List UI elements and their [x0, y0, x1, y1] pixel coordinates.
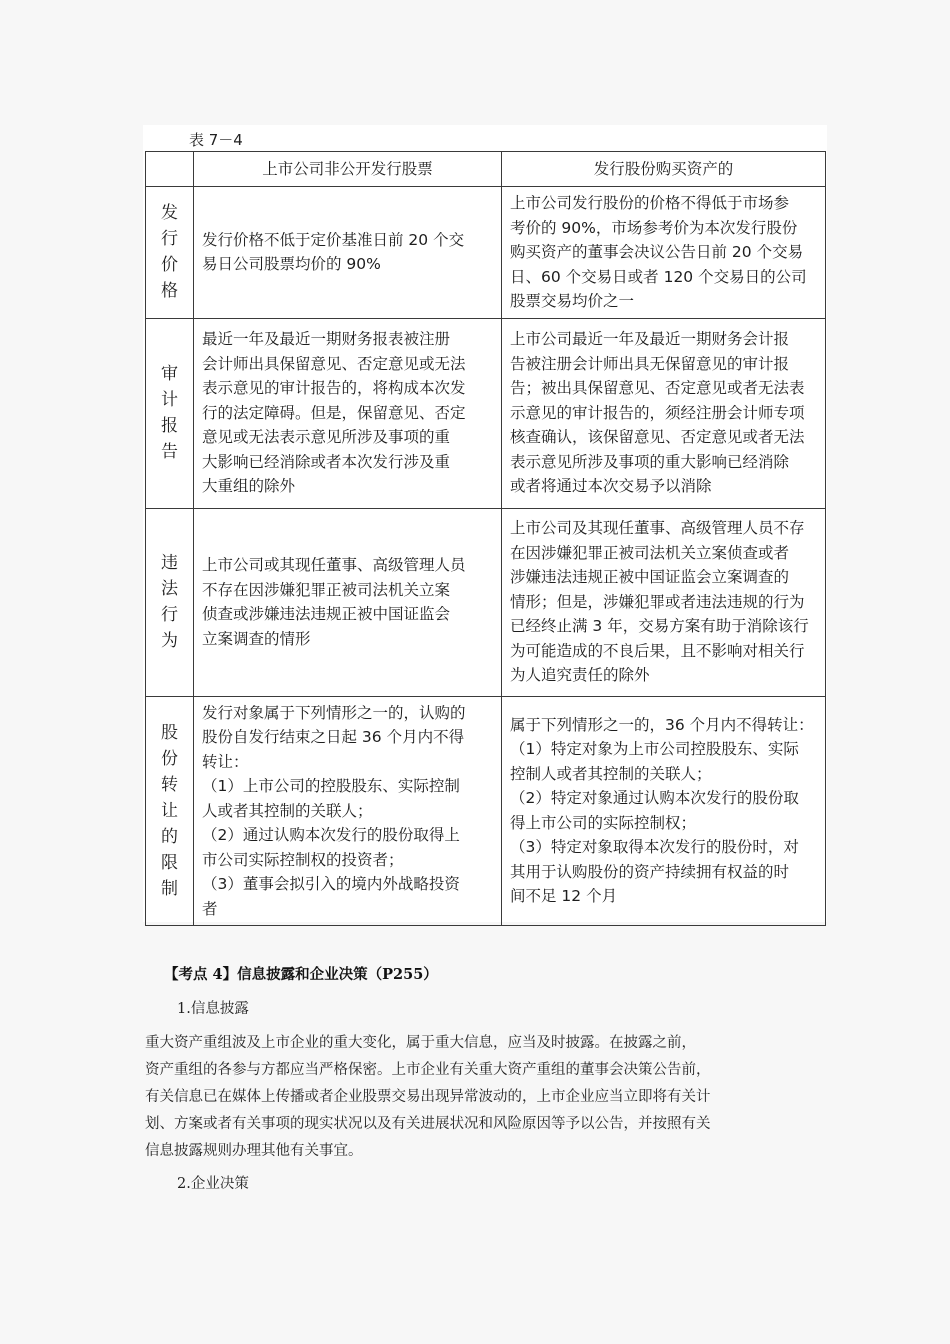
subheading-disclosure: 1.信息披露	[177, 1001, 249, 1017]
text-line: （2）通过认购本次发行的股份取得上	[202, 826, 460, 844]
text-line: 最近一年及最近一期财务报表被注册	[202, 330, 451, 349]
text-line: 发行价格不低于定价基准日前 20 个交	[202, 230, 465, 249]
text-line: 为人追究责任的除外	[510, 666, 650, 685]
text-line: 资产重组的各参与方都应当严格保密。上市企业有关重大资产重组的董事会决策公告前，	[145, 1062, 711, 1078]
text-line: （3）董事会拟引入的境内外战略投资	[202, 875, 460, 893]
section-title: 【考点 4】信息披露和企业决策（P255）	[164, 966, 438, 983]
row-label: 股份转让的限制	[146, 696, 194, 926]
text-line: 上市公司发行股份的价格不得低于市场参	[510, 194, 790, 212]
text-line: 涉嫌违法违规正被中国证监会立案调查的	[510, 568, 790, 587]
cell-left	[194, 187, 502, 319]
header-share-issuance-asset-purchase: 发行股份购买资产的	[502, 152, 826, 187]
subheading-decision: 2.企业决策	[177, 1176, 249, 1192]
text-line: 立案调查的情形	[202, 629, 311, 648]
cell-left	[194, 318, 502, 508]
text-line: 市公司实际控制权的投资者；	[202, 850, 404, 869]
row-label: 违法行为	[146, 508, 194, 696]
text-line: 重大资产重组波及上市企业的重大变化，属于重大信息，应当及时披露。在披露之前，	[145, 1035, 696, 1051]
text-line: 行的法定障碍。但是，保留意见、否定	[202, 403, 466, 422]
text-line: 得上市公司的实际控制权；	[510, 813, 697, 832]
table-row	[146, 318, 826, 508]
cell-right	[502, 318, 826, 508]
cell-right	[502, 696, 826, 926]
text-line: 者	[202, 899, 218, 918]
text-line: 有关信息已在媒体上传播或者企业股票交易出现异常波动的，上市企业应当立即将有关计	[145, 1089, 711, 1105]
text-line: 信息披露规则办理其他有关事宜。	[145, 1143, 363, 1159]
text-line: 告；被出具保留意见、否定意见或者无法表	[510, 379, 805, 398]
text-line: 属于下列情形之一的，36 个月内不得转让：	[510, 715, 814, 734]
text-line: 股份自发行结束之日起 36 个月内不得	[202, 728, 465, 746]
cell-right	[502, 508, 826, 696]
text-line: 上市公司或其现任董事、高级管理人员	[202, 556, 466, 574]
text-line: 侦查或涉嫌违法违规正被中国证监会	[202, 605, 451, 623]
table-row	[146, 187, 826, 319]
text-line: 告被注册会计师出具无保留意见的审计报	[510, 354, 790, 373]
text-line: 核查确认，该保留意见、否定意见或者无法	[510, 428, 805, 447]
text-line: 意见或无法表示意见所涉及事项的重	[202, 428, 451, 447]
text-line: （1）特定对象为上市公司控股股东、实际	[510, 740, 799, 759]
table-row	[146, 508, 826, 696]
text-line: 发行对象属于下列情形之一的，认购的	[202, 703, 466, 722]
cell-left	[194, 696, 502, 926]
text-line: 间不足 12 个月	[510, 887, 618, 906]
text-line: 已经终止满 3 年，交易方案有助于消除该行	[510, 617, 809, 636]
text-line: 人或者其控制的关联人；	[202, 801, 373, 820]
text-line: 示意见的审计报告的，须经注册会计师专项	[510, 403, 805, 422]
row-label: 审计报告	[146, 318, 194, 508]
disclosure-paragraph	[145, 1030, 809, 1165]
text-line: 转让：	[202, 752, 249, 771]
text-line: 或者将通过本次交易予以消除	[510, 477, 712, 496]
text-line: 会计师出具保留意见、否定意见或无法	[202, 354, 466, 373]
text-line: 易日公司股票均价的 90%	[202, 255, 381, 274]
table-header-row	[146, 152, 826, 187]
text-line: 购买资产的董事会决议公告日前 20 个交易	[510, 243, 804, 261]
header-corner	[146, 152, 194, 187]
comparison-table	[145, 151, 826, 926]
text-line: 情形；但是，涉嫌犯罪或者违法违规的行为	[510, 592, 805, 611]
text-line: 考价的 90%，市场参考价为本次发行股份	[510, 218, 798, 237]
cell-left	[194, 508, 502, 696]
text-line: 其用于认购股份的资产持续拥有权益的时	[510, 862, 790, 881]
text-line: 在因涉嫌犯罪正被司法机关立案侦查或者	[510, 543, 790, 562]
text-line: 日、60 个交易日或者 120 个交易日的公司	[510, 267, 807, 286]
text-line: 上市公司及其现任董事、高级管理人员不存	[510, 519, 805, 538]
text-line: 大重组的除外	[202, 477, 296, 496]
text-line: （1）上市公司的控股股东、实际控制	[202, 777, 460, 795]
text-line: 不存在因涉嫌犯罪正被司法机关立案	[202, 580, 451, 599]
table-row	[146, 696, 826, 926]
text-line: （2）特定对象通过认购本次发行的股份取	[510, 789, 799, 808]
text-line: （3）特定对象取得本次发行的股份时，对	[510, 838, 799, 857]
text-line: 划、方案或者有关事项的现实状况以及有关进展状况和风险原因等予以公告，并按照有关	[145, 1116, 711, 1132]
text-line: 上市公司最近一年及最近一期财务会计报	[510, 330, 790, 349]
row-label: 发行价格	[146, 187, 194, 319]
text-line: 控制人或者其控制的关联人；	[510, 764, 712, 783]
text-line: 表示意见的审计报告的，将构成本次发	[202, 379, 466, 398]
text-line: 表示意见所涉及事项的重大影响已经消除	[510, 452, 790, 471]
table-panel	[143, 125, 827, 922]
cell-right	[502, 187, 826, 319]
text-line: 股票交易均价之一	[510, 292, 635, 310]
text-line: 大影响已经消除或者本次发行涉及重	[202, 452, 451, 471]
header-private-placement: 上市公司非公开发行股票	[194, 152, 502, 187]
text-line: 为可能造成的不良后果，且不影响对相关行	[510, 641, 805, 660]
table-caption: 表 7－4	[189, 131, 243, 149]
